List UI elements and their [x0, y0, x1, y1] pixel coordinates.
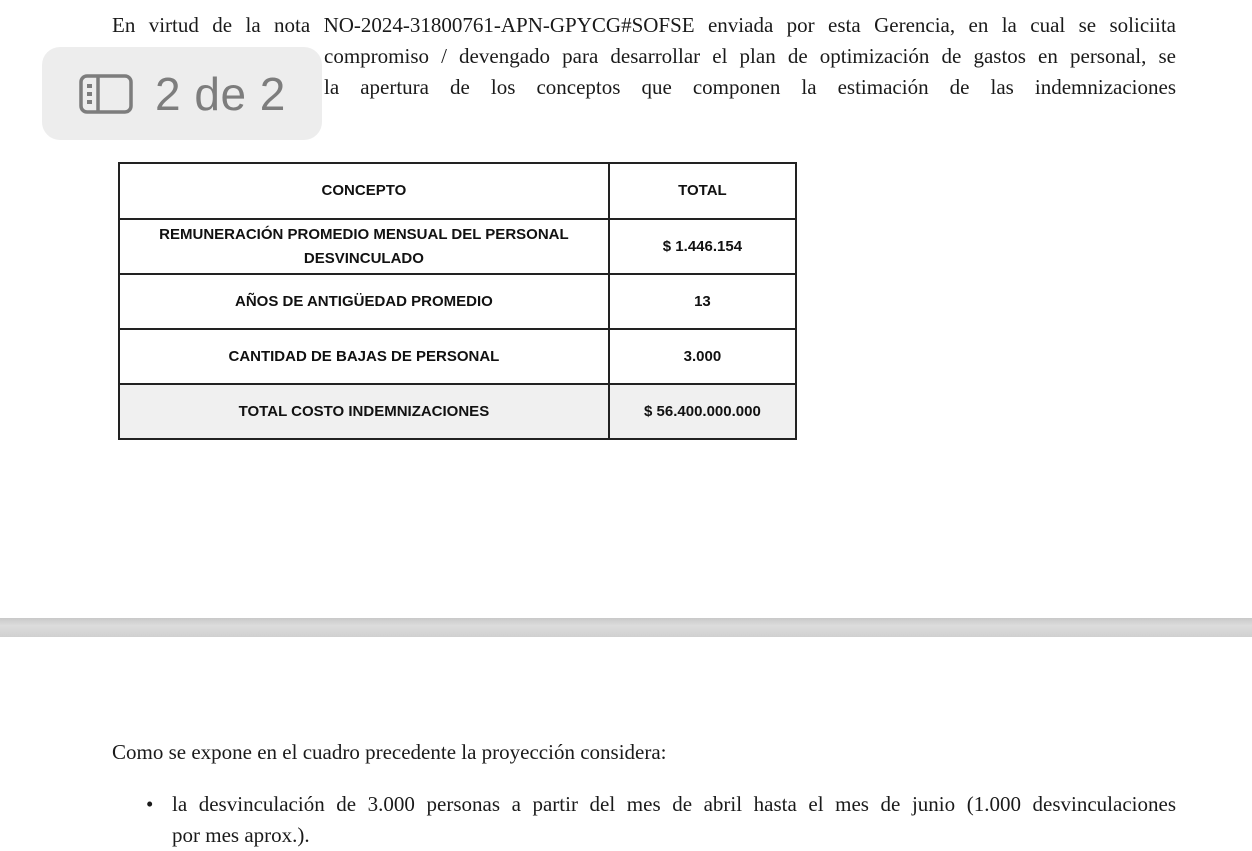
paragraph-line: compromiso / devengado para desarrollar el plan de optimización de gastos en personal, se	[324, 44, 1176, 68]
concept-cell: CANTIDAD DE BAJAS DE PERSONAL	[119, 329, 609, 384]
page-indicator[interactable]	[42, 47, 322, 140]
list-item	[146, 789, 1176, 851]
table-total-row	[119, 384, 796, 439]
total-cell: $ 1.446.154	[609, 219, 796, 274]
bullet-marker: •	[146, 792, 154, 816]
total-cell: 3.000	[609, 329, 796, 384]
table-header-concept: CONCEPTO	[119, 163, 609, 219]
bullet-list	[146, 789, 1176, 851]
table-row	[119, 274, 796, 329]
bullet-text	[172, 789, 1176, 851]
table-header-row	[119, 163, 796, 219]
concept-cell: REMUNERACIÓN PROMEDIO MENSUAL DEL PERSONAL DESVINCULADO	[119, 219, 609, 274]
cost-table	[118, 162, 797, 440]
total-concept-cell: TOTAL COSTO INDEMNIZACIONES	[119, 384, 609, 439]
bullet-line: por mes aprox.).	[172, 823, 310, 847]
table-header-total: TOTAL	[609, 163, 796, 219]
projection-intro: Como se expone en el cuadro precedente la proyección considera:	[112, 740, 667, 764]
paragraph-line: En virtud de la nota NO-2024-31800761-APN-GPYCG#SOFSE enviada por esta Gerencia, en la cual se soliciita	[112, 13, 1176, 37]
page-separator	[0, 618, 1252, 637]
table-row	[119, 329, 796, 384]
concept-cell: AÑOS DE ANTIGÜEDAD PROMEDIO	[119, 274, 609, 329]
sidebar-toggle-icon	[79, 74, 133, 114]
grand-total-cell: $ 56.400.000.000	[609, 384, 796, 439]
paragraph-line: la apertura de los conceptos que componen la estimación de las indemnizaciones	[324, 75, 1176, 99]
table-row	[119, 219, 796, 274]
total-cell: 13	[609, 274, 796, 329]
bullet-line: la desvinculación de 3.000 personas a partir del mes de abril hasta el mes de junio (1.000 desvinculaciones	[172, 792, 1176, 816]
page-indicator-text: 2 de 2	[155, 67, 286, 120]
